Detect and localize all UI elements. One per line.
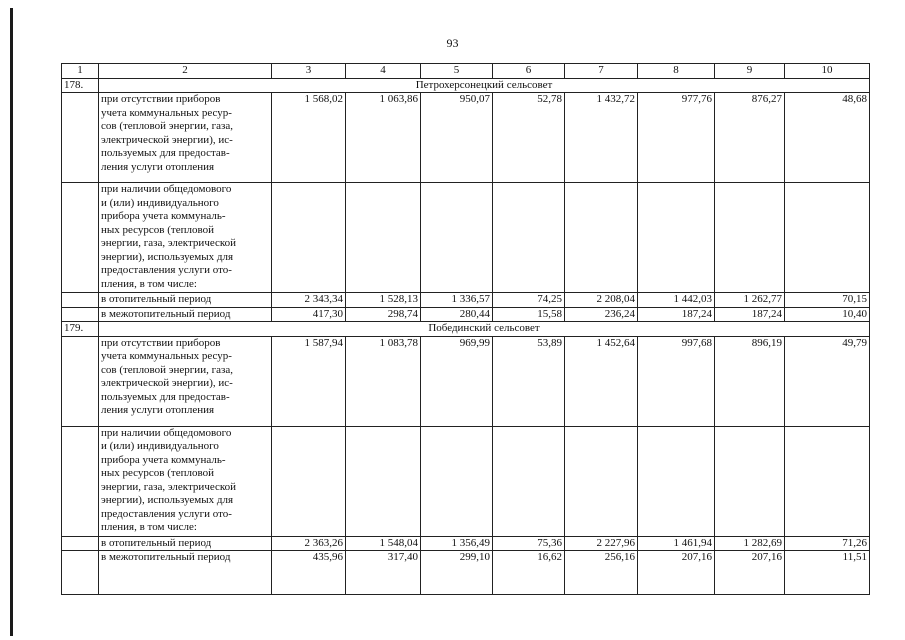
value-cell: 317,40 [346, 551, 421, 595]
value-cell: 2 343,34 [272, 293, 346, 308]
column-header: 3 [272, 64, 346, 79]
empty-cell [565, 426, 638, 536]
value-cell: 187,24 [715, 307, 785, 322]
tariff-table [61, 63, 870, 595]
label-line: предоставления услуги ото- [101, 264, 232, 276]
empty-cell [62, 183, 99, 293]
label-line: электрической энергии), ис- [101, 377, 233, 389]
empty-cell [62, 307, 99, 322]
label-line: энергии), используемых для [101, 250, 234, 263]
value-cell: 187,24 [638, 307, 715, 322]
value-cell: 16,62 [493, 551, 565, 595]
label-line: при отсутствии приборов [101, 93, 221, 105]
value-cell: 298,74 [346, 307, 421, 322]
empty-cell [346, 183, 421, 293]
label-line: при отсутствии приборов [101, 336, 221, 349]
value-cell: 49,79 [785, 336, 870, 426]
empty-cell [785, 183, 870, 293]
value-cell: 74,25 [493, 293, 565, 308]
empty-cell [638, 426, 715, 536]
value-cell: 48,68 [785, 93, 870, 183]
section-title: Побединский сельсовет [99, 322, 870, 337]
section-title-row [62, 78, 870, 93]
value-cell: 1 528,13 [346, 293, 421, 308]
with-meter-row [62, 183, 870, 293]
value-cell: 52,78 [493, 93, 565, 183]
column-header: 1 [62, 64, 99, 79]
label-line: пления, в том числе: [101, 277, 197, 290]
column-header: 7 [565, 64, 638, 79]
label-line: при наличии общедомового [101, 183, 232, 195]
label-line: ных ресурсов (тепловой [101, 223, 214, 236]
column-header: 2 [99, 64, 272, 79]
label-line: пользуемых для предостав- [101, 147, 230, 159]
value-cell: 75,36 [493, 536, 565, 551]
value-cell: 70,15 [785, 293, 870, 308]
value-cell: 71,26 [785, 536, 870, 551]
value-cell: 280,44 [421, 307, 493, 322]
empty-cell [272, 183, 346, 293]
value-cell: 1 336,57 [421, 293, 493, 308]
empty-cell [785, 426, 870, 536]
with-meter-row [62, 426, 870, 536]
with-meter-label [99, 183, 272, 293]
label-line: энергии), используемых для [101, 494, 234, 506]
value-cell: 1 461,94 [638, 536, 715, 551]
value-cell: 11,51 [785, 551, 870, 595]
heating-period-row [62, 536, 870, 551]
value-cell: 1 083,78 [346, 336, 421, 426]
value-cell: 207,16 [638, 551, 715, 595]
value-cell: 950,07 [421, 93, 493, 183]
label-line: и (или) индивидуального [101, 196, 219, 209]
column-header: 6 [493, 64, 565, 79]
page-number: 93 [446, 36, 459, 50]
empty-cell [62, 551, 99, 595]
empty-cell [493, 183, 565, 293]
value-cell: 1 548,04 [346, 536, 421, 551]
label-line: учета коммунальных ресур- [101, 106, 232, 119]
heating-period-row [62, 293, 870, 308]
empty-cell [62, 93, 99, 183]
column-header: 10 [785, 64, 870, 79]
section-number: 178. [62, 78, 99, 93]
value-cell: 997,68 [638, 336, 715, 426]
empty-cell [421, 183, 493, 293]
label-line: электрической энергии), ис- [101, 133, 233, 146]
label-line: ления услуги отопления [101, 160, 215, 173]
value-cell: 10,40 [785, 307, 870, 322]
empty-cell [638, 183, 715, 293]
empty-cell [62, 536, 99, 551]
label-line: при наличии общедомового [101, 426, 232, 439]
value-cell: 1 063,86 [346, 93, 421, 183]
value-cell: 1 432,72 [565, 93, 638, 183]
label-line: энергии, газа, электрической [101, 480, 237, 493]
value-cell: 1 262,77 [715, 293, 785, 308]
column-header: 4 [346, 64, 421, 79]
offseason-period-label: в межотопительный период [99, 551, 272, 595]
value-cell: 2 208,04 [565, 293, 638, 308]
heating-period-label: в отопительный период [99, 293, 272, 308]
offseason-period-row [62, 307, 870, 322]
section-title-row [62, 322, 870, 337]
label-line: прибора учета коммуналь- [101, 210, 226, 222]
value-cell: 1 442,03 [638, 293, 715, 308]
column-header: 5 [421, 64, 493, 79]
label-line: пления, в том числе: [101, 521, 197, 533]
column-header: 8 [638, 64, 715, 79]
value-cell: 15,58 [493, 307, 565, 322]
section-number: 179. [62, 322, 99, 337]
empty-cell [565, 183, 638, 293]
value-cell: 435,96 [272, 551, 346, 595]
empty-cell [715, 426, 785, 536]
with-meter-label [99, 426, 272, 536]
value-cell: 236,24 [565, 307, 638, 322]
label-line: ных ресурсов (тепловой [101, 467, 214, 479]
value-cell: 896,19 [715, 336, 785, 426]
label-line: энергии, газа, электрической [101, 237, 237, 249]
no-meter-row [62, 336, 870, 426]
heating-period-label: в отопительный период [99, 536, 272, 551]
empty-cell [62, 293, 99, 308]
value-cell: 876,27 [715, 93, 785, 183]
empty-cell [62, 336, 99, 426]
empty-cell [421, 426, 493, 536]
label-line: учета коммунальных ресур- [101, 350, 232, 362]
label-line: и (или) индивидуального [101, 440, 219, 452]
value-cell: 1 356,49 [421, 536, 493, 551]
value-cell: 977,76 [638, 93, 715, 183]
value-cell: 299,10 [421, 551, 493, 595]
empty-cell [62, 426, 99, 536]
label-line: ления услуги отопления [101, 404, 215, 416]
empty-cell [493, 426, 565, 536]
label-line: пользуемых для предостав- [101, 390, 230, 403]
value-cell: 53,89 [493, 336, 565, 426]
empty-cell [272, 426, 346, 536]
value-cell: 2 363,26 [272, 536, 346, 551]
no-meter-label [99, 336, 272, 426]
section-title: Петрохерсонецкий сельсовет [99, 78, 870, 93]
column-header: 9 [715, 64, 785, 79]
label-line: предоставления услуги ото- [101, 507, 232, 520]
value-cell: 1 568,02 [272, 93, 346, 183]
empty-cell [715, 183, 785, 293]
value-cell: 1 587,94 [272, 336, 346, 426]
value-cell: 207,16 [715, 551, 785, 595]
label-line: сов (тепловой энергии, газа, [101, 363, 233, 376]
label-line: прибора учета коммуналь- [101, 453, 226, 466]
value-cell: 2 227,96 [565, 536, 638, 551]
value-cell: 256,16 [565, 551, 638, 595]
empty-cell [346, 426, 421, 536]
scan-edge [10, 8, 13, 636]
no-meter-row [62, 93, 870, 183]
value-cell: 1 452,64 [565, 336, 638, 426]
header-row [62, 64, 870, 79]
offseason-period-row [62, 551, 870, 595]
value-cell: 969,99 [421, 336, 493, 426]
label-line: сов (тепловой энергии, газа, [101, 120, 233, 132]
offseason-period-label: в межотопительный период [99, 307, 272, 322]
value-cell: 417,30 [272, 307, 346, 322]
value-cell: 1 282,69 [715, 536, 785, 551]
no-meter-label [99, 93, 272, 183]
